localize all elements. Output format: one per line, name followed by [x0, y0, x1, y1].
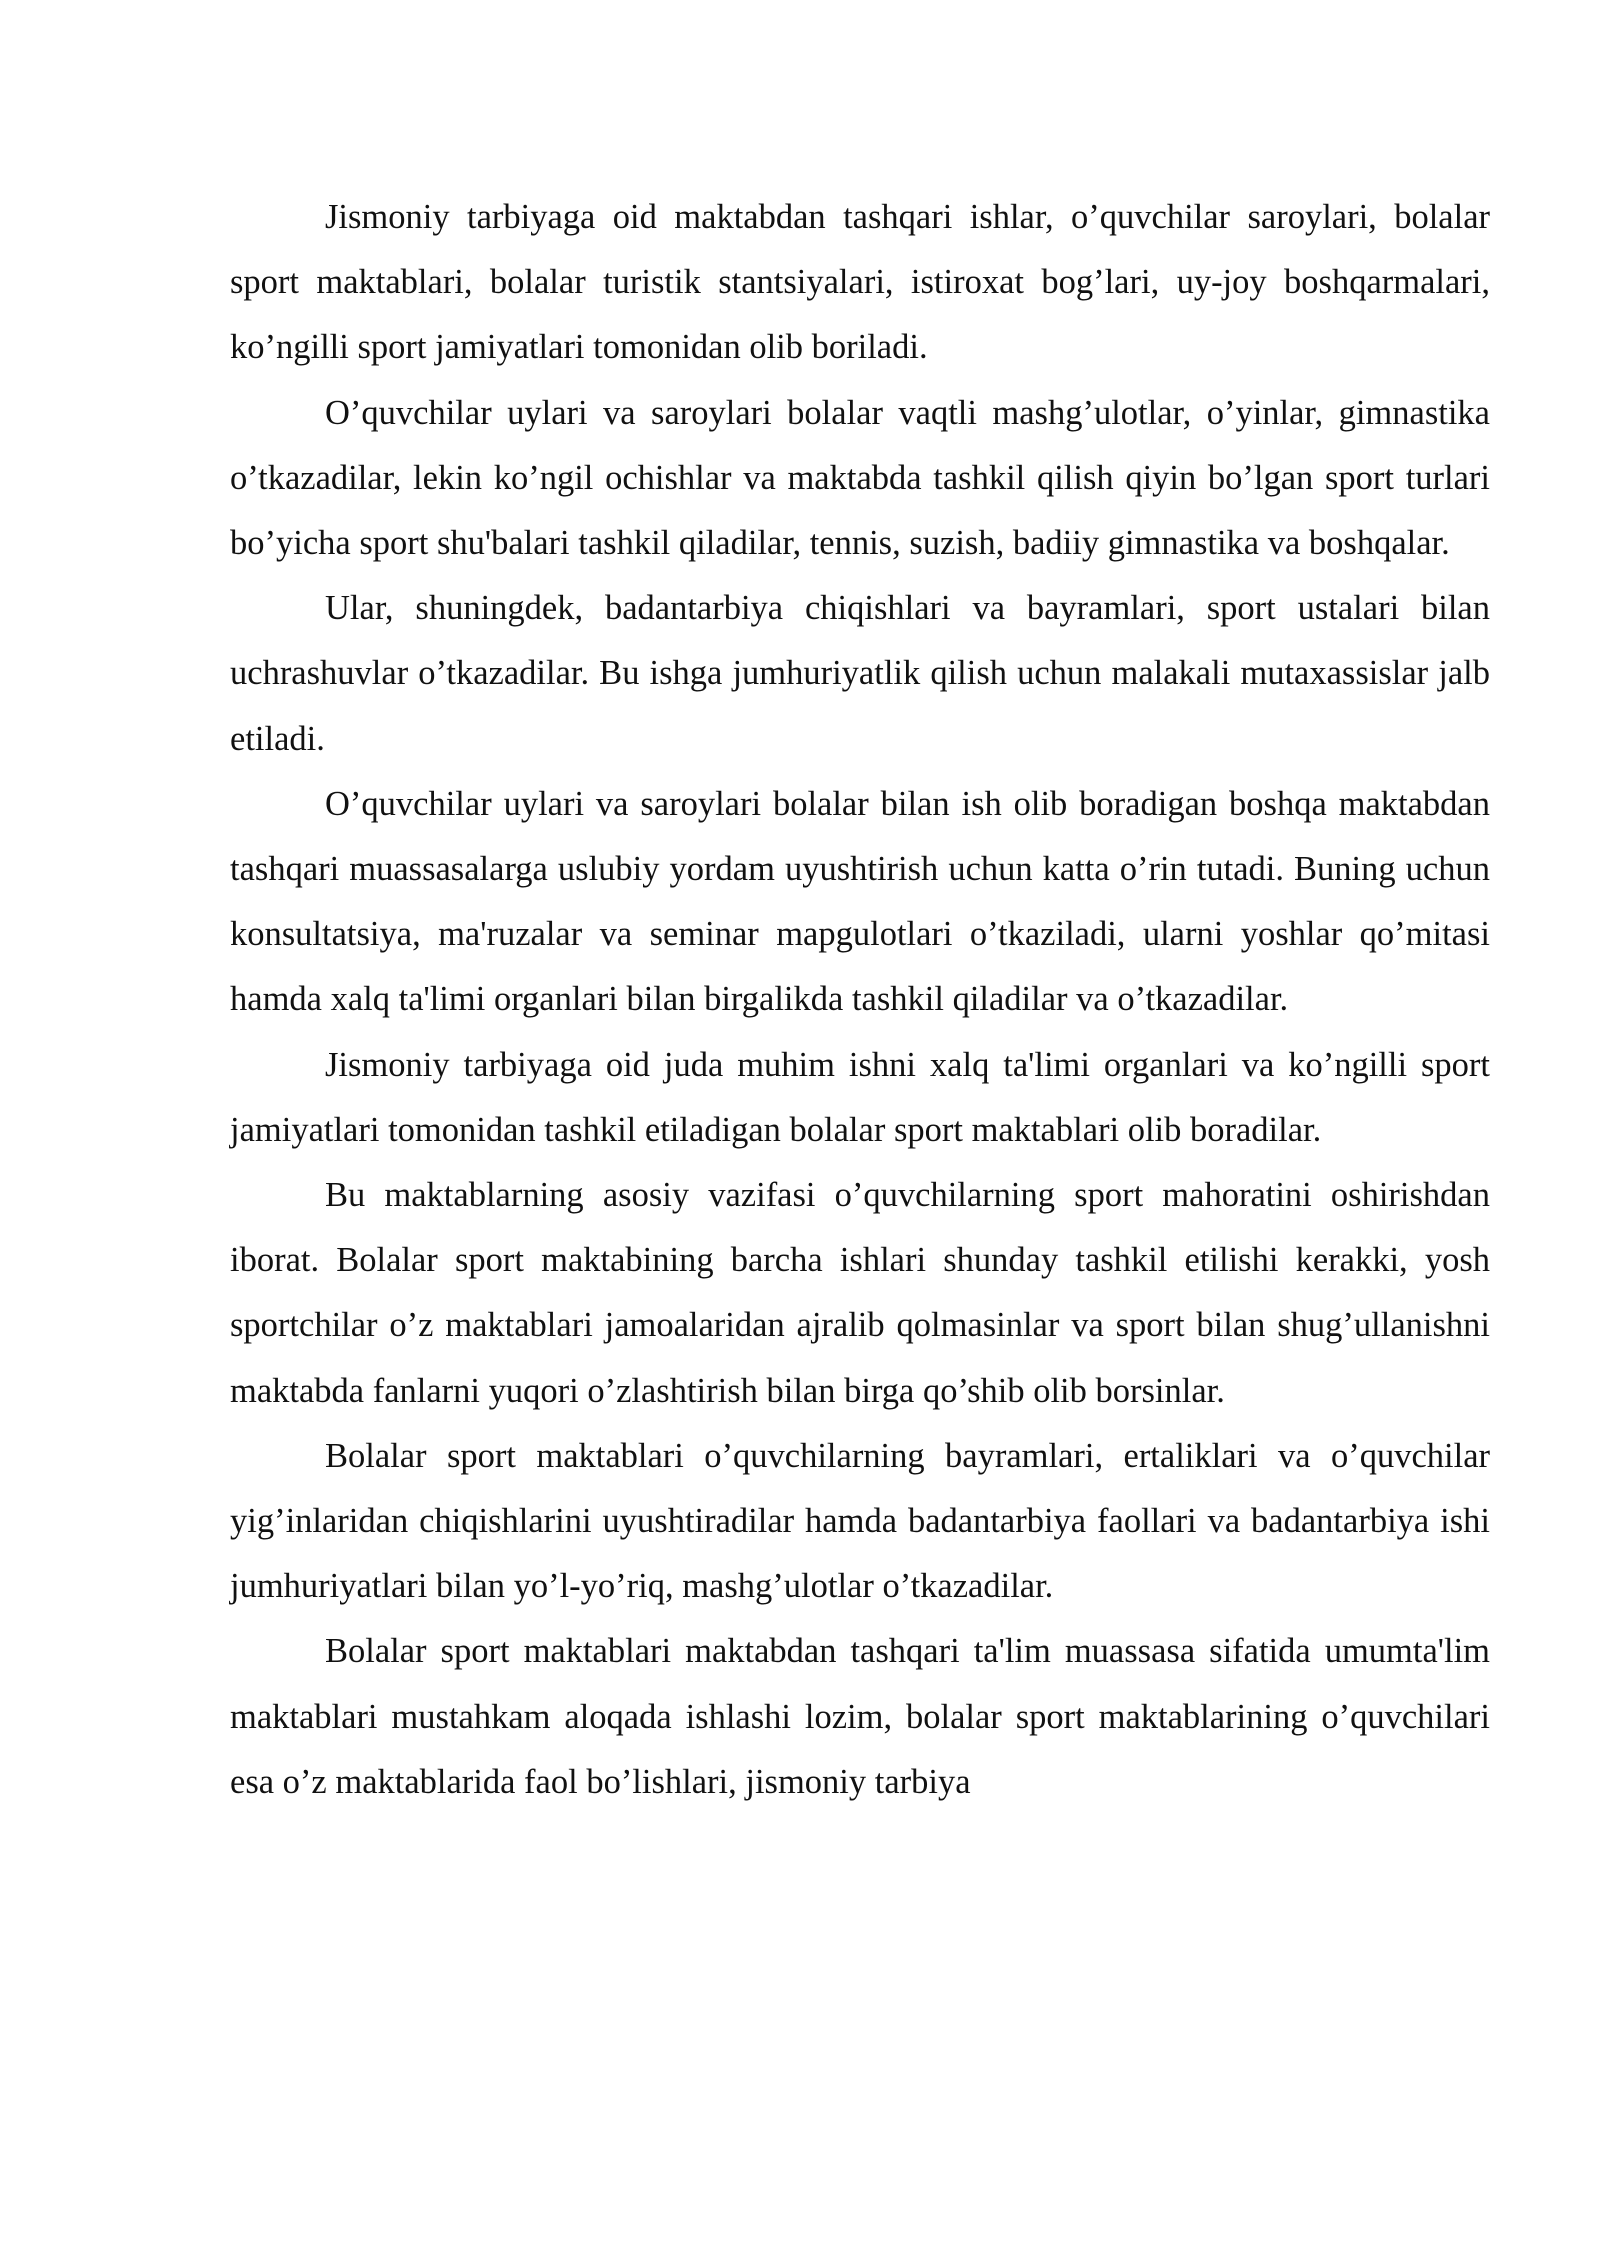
- paragraph-1: Jismoniy tarbiyaga oid maktabdan tashqari ishlar, o’quvchilar saroylari, bolalar sport maktablari, bolalar turistik stantsiyalari, istiroxat bog’lari, uy-joy boshqarmalari, ko’ngilli sport jamiyatlari tomonidan olib boriladi.: [230, 198, 1490, 367]
- paragraph-2: O’quvchilar uylari va saroylari bolalar vaqtli mashg’ulotlar, o’yinlar, gimnastika o’tkazadilar, lekin ko’ngil ochishlar va maktabda tashkil qilish qiyin bo’lgan sport turlari bo’yicha sport shu'balari tashkil qiladilar, tennis, suzish, badiiy gimnastika va boshqalar.: [230, 393, 1490, 563]
- paragraph-4: O’quvchilar uylari va saroylari bolalar bilan ish olib boradigan boshqa maktabdan tashqari muassasalarga uslubiy yordam uyushtirish uchun katta o’rin tutadi. Buning uchun konsultatsiya, ma'ruzalar va seminar mapgulotlari o’tkaziladi, ularni yoshlar qo’mitasi hamda xalq ta'limi organlari bilan birgalikda tashkil qiladilar va o’tkazadilar.: [230, 784, 1490, 1019]
- paragraph-5: Jismoniy tarbiyaga oid juda muhim ishni xalq ta'limi organlari va ko’ngilli sport jamiyatlari tomonidan tashkil etiladigan bolalar sport maktablari olib boradilar.: [230, 1045, 1490, 1149]
- document-page: [230, 185, 1490, 1815]
- paragraph-3: Ular, shuningdek, badantarbiya chiqishlari va bayramlari, sport ustalari bilan uchrashuvlar o’tkazadilar. Bu ishga jumhuriyatlik qilish uchun malakali mutaxassislar jalb etiladi.: [230, 589, 1490, 758]
- paragraph-6: Bu maktablarning asosiy vazifasi o’quvchilarning sport mahoratini oshirishdan iborat. Bolalar sport maktabining barcha ishlari shunday tashkil etilishi kerakki, yosh sportchilar o’z maktablari jamoalaridan ajralib qolmasinlar va sport bilan shug’ullanishni maktabda fanlarni yuqori o’zlashtirish bilan birga qo’shib olib borsinlar.: [230, 1176, 1490, 1410]
- paragraph-8: Bolalar sport maktablari maktabdan tashqari ta'lim muassasa sifatida umumta'lim maktablari mustahkam aloqada ishlashi lozim, bolalar sport maktablarining o’quvchilari esa o’z maktablarida faol bo’lishlari, jismoniy tarbiya: [230, 1632, 1490, 1801]
- paragraph-7: Bolalar sport maktablari o’quvchilarning bayramlari, ertaliklari va o’quvchilar yig’inlaridan chiqishlarini uyushtiradilar hamda badantarbiya faollari va badantarbiya ishi jumhuriyatlari bilan yo’l-yo’riq, mashg’ulotlar o’tkazadilar.: [230, 1436, 1490, 1606]
